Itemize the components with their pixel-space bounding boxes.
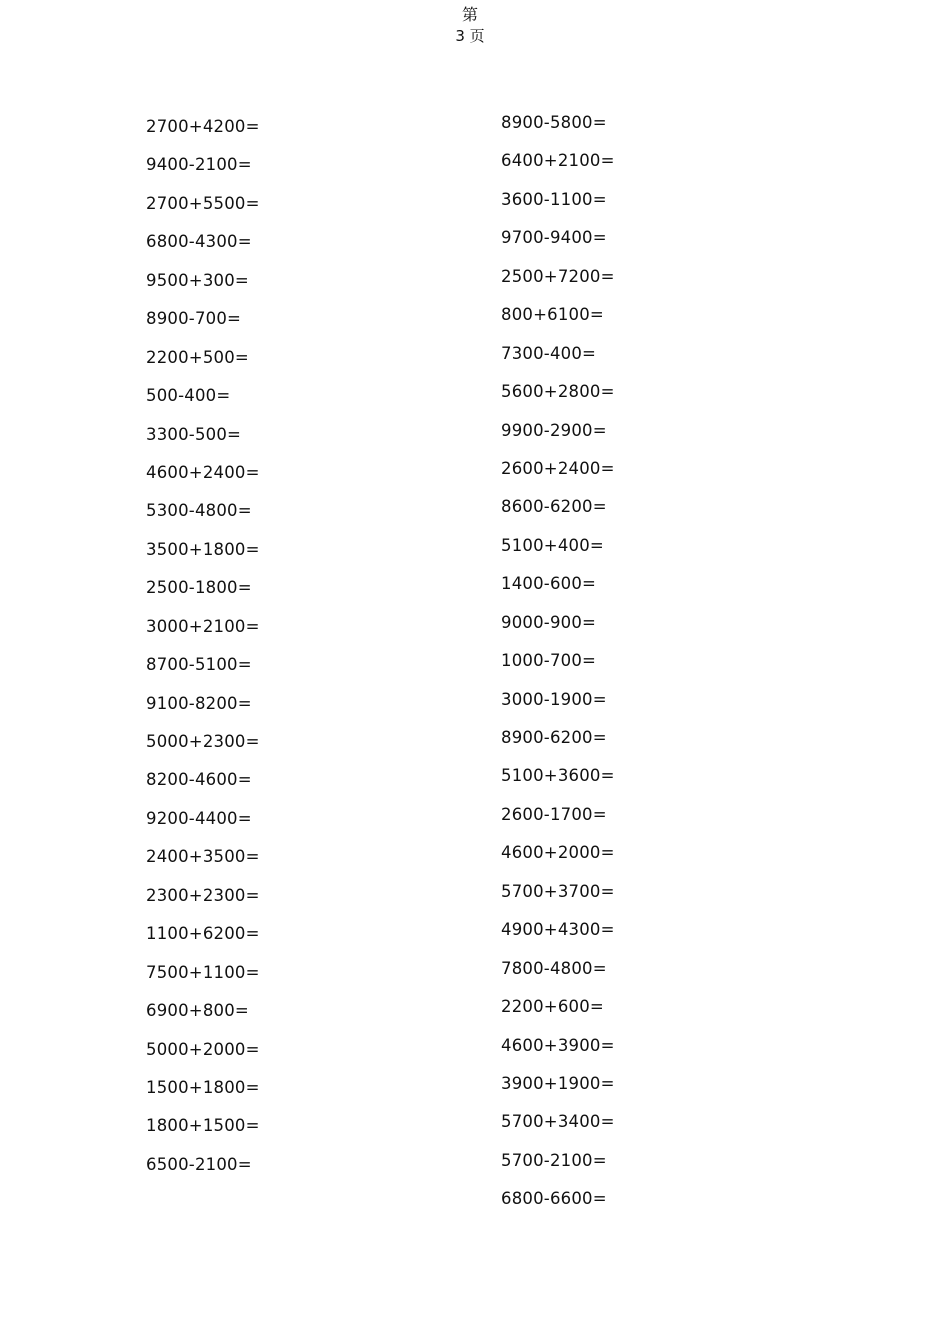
math-problem: 9200-4400= xyxy=(146,808,252,828)
math-problem: 6900+800= xyxy=(146,1001,249,1021)
math-problem: 8900-6200= xyxy=(501,728,607,747)
math-problem: 8900-700= xyxy=(146,309,242,329)
math-problem: 3300-500= xyxy=(146,424,242,444)
math-problem: 6400+2100= xyxy=(501,151,615,171)
math-problem: 3500+1800= xyxy=(146,539,260,559)
math-problem: 9000-900= xyxy=(501,612,597,632)
right-problem-column xyxy=(501,112,615,1227)
math-problem: 2500-1800= xyxy=(146,578,252,598)
math-problem: 3000+2100= xyxy=(146,616,260,636)
math-problem: 8600-6200= xyxy=(501,497,607,517)
math-problem: 4600+2400= xyxy=(146,462,260,482)
math-problem: 6500-2100= xyxy=(146,1154,252,1172)
math-problem: 2600-1700= xyxy=(501,804,607,824)
page-number: 3 页 xyxy=(455,27,485,45)
math-problem: 9400-2100= xyxy=(146,155,252,175)
math-problem: 2700+5500= xyxy=(146,193,260,213)
math-problem: 1500+1800= xyxy=(146,1077,260,1097)
page-header xyxy=(0,4,940,46)
math-problem: 9500+300= xyxy=(146,270,249,290)
math-problem: 5700+3400= xyxy=(501,1112,615,1132)
math-problem: 8200-4600= xyxy=(146,770,252,790)
math-problem: 5600+2800= xyxy=(501,382,615,402)
math-problem: 2400+3500= xyxy=(146,847,260,867)
left-problem-column xyxy=(146,116,260,1172)
math-problem: 6800-6600= xyxy=(501,1189,607,1209)
math-problem: 5700-2100= xyxy=(501,1150,607,1170)
math-problem: 1000-700= xyxy=(501,651,597,671)
math-problem: 2200+500= xyxy=(146,347,249,367)
math-problem: 5000+2300= xyxy=(146,732,260,751)
math-problem: 7300-400= xyxy=(501,343,597,363)
math-problem: 3600-1100= xyxy=(501,189,607,209)
math-problem: 2700+4200= xyxy=(146,117,260,136)
math-problem: 9900-2900= xyxy=(501,420,607,440)
math-problem: 4600+2000= xyxy=(501,843,615,863)
math-problem: 5000+2000= xyxy=(146,1039,260,1059)
math-problem: 5700+3700= xyxy=(501,881,615,901)
math-problem: 6800-4300= xyxy=(146,232,252,252)
math-problem: 3000-1900= xyxy=(501,689,607,709)
math-problem: 1100+6200= xyxy=(146,924,260,944)
math-problem: 1400-600= xyxy=(501,574,597,594)
math-problem: 8700-5100= xyxy=(146,655,252,675)
math-problem: 3900+1900= xyxy=(501,1073,615,1093)
math-problem: 2600+2400= xyxy=(501,458,615,478)
math-problem: 5100+400= xyxy=(501,535,604,555)
math-problem: 8900-5800= xyxy=(501,113,607,132)
math-problem: 9700-9400= xyxy=(501,228,607,248)
math-problem: 4900+4300= xyxy=(501,920,615,940)
math-problem: 4600+3900= xyxy=(501,1035,615,1055)
math-problem: 2300+2300= xyxy=(146,885,260,905)
math-problem: 7500+1100= xyxy=(146,962,260,982)
math-problem: 5100+3600= xyxy=(501,766,615,786)
math-problem: 7800-4800= xyxy=(501,958,607,978)
math-problem: 500-400= xyxy=(146,386,231,406)
page-label-prefix: 第 xyxy=(461,5,478,24)
math-problem: 800+6100= xyxy=(501,305,604,325)
math-problem: 2200+600= xyxy=(501,997,604,1017)
math-problem: 9100-8200= xyxy=(146,693,252,713)
math-problem: 2500+7200= xyxy=(501,266,615,286)
math-problem: 5300-4800= xyxy=(146,501,252,521)
math-problem: 1800+1500= xyxy=(146,1116,260,1136)
